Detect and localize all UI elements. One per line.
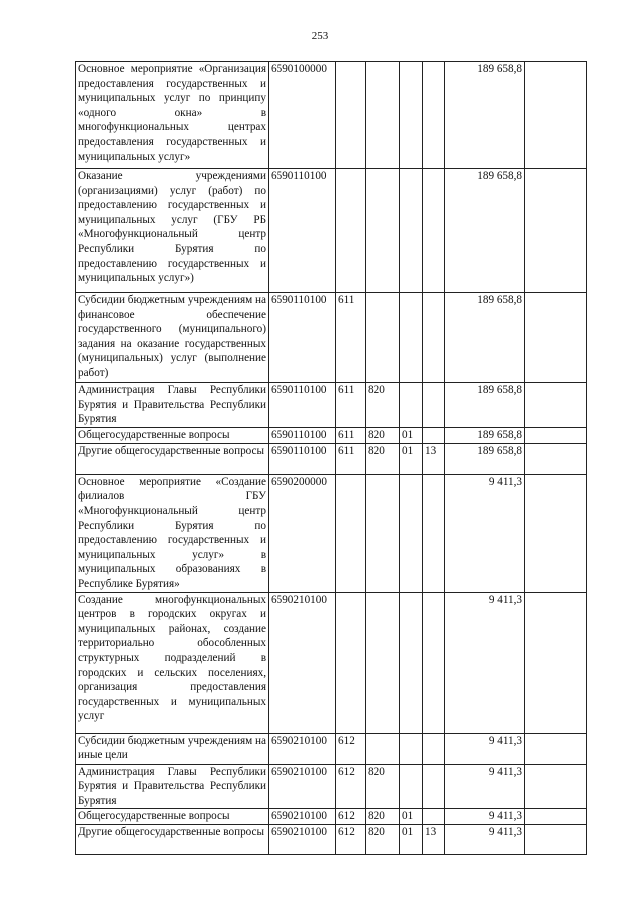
row-name-cell: Создание многофункциональных центров в городских округах и муниципальных районах, создание территориально обособленных структурных подразделений в городских и сельских поселениях, организация предоставления государственных и муниципальных услуг [76, 592, 269, 733]
table-row [76, 427, 587, 443]
empty-cell [525, 293, 587, 383]
target-article-code-cell: 6590110100 [269, 443, 336, 474]
expense-type-code-cell: 611 [336, 293, 366, 383]
table-row [76, 592, 587, 733]
row-name-cell: Оказание учреждениями (организациями) услуг (работ) по предоставлению государственных и муниципальных услуг (ГБУ РБ «Многофункциональный центр Республики Бурятия по предоставлению государственных и муниципальных услуг») [76, 169, 269, 293]
expense-type-code-cell [336, 62, 366, 169]
empty-cell [525, 427, 587, 443]
expense-type-code-cell: 612 [336, 825, 366, 855]
expense-type-code-cell: 611 [336, 383, 366, 428]
table-row [76, 443, 587, 474]
department-code-cell: 820 [366, 825, 400, 855]
table-row [76, 733, 587, 764]
empty-cell [525, 443, 587, 474]
section-code-cell: 01 [400, 427, 423, 443]
amount-cell: 189 658,8 [445, 169, 525, 293]
department-code-cell [366, 592, 400, 733]
expense-type-code-cell [336, 592, 366, 733]
row-name-cell: Администрация Главы Республики Бурятия и Правительства Республики Бурятия [76, 764, 269, 809]
amount-cell: 9 411,3 [445, 764, 525, 809]
table-row [76, 474, 587, 592]
expense-type-code-cell [336, 169, 366, 293]
section-code-cell [400, 733, 423, 764]
table-row [76, 293, 587, 383]
section-code-cell: 01 [400, 443, 423, 474]
expense-type-code-cell [336, 474, 366, 592]
department-code-cell: 820 [366, 764, 400, 809]
target-article-code-cell: 6590110100 [269, 427, 336, 443]
expense-type-code-cell: 612 [336, 733, 366, 764]
subsection-code-cell [423, 62, 445, 169]
row-name-cell: Общегосударственные вопросы [76, 427, 269, 443]
expense-type-code-cell: 612 [336, 764, 366, 809]
row-name-cell: Другие общегосударственные вопросы [76, 443, 269, 474]
subsection-code-cell [423, 427, 445, 443]
empty-cell [525, 764, 587, 809]
section-code-cell [400, 383, 423, 428]
department-code-cell [366, 169, 400, 293]
department-code-cell: 820 [366, 427, 400, 443]
amount-cell: 9 411,3 [445, 809, 525, 825]
target-article-code-cell: 6590210100 [269, 592, 336, 733]
section-code-cell [400, 293, 423, 383]
amount-cell: 189 658,8 [445, 62, 525, 169]
empty-cell [525, 474, 587, 592]
amount-cell: 189 658,8 [445, 427, 525, 443]
department-code-cell [366, 293, 400, 383]
department-code-cell: 820 [366, 443, 400, 474]
target-article-code-cell: 6590210100 [269, 825, 336, 855]
amount-cell: 189 658,8 [445, 443, 525, 474]
empty-cell [525, 62, 587, 169]
table-row [76, 764, 587, 809]
amount-cell: 9 411,3 [445, 474, 525, 592]
row-name-cell: Основное мероприятие «Организация предоставления государственных и муниципальных услуг по принципу «одного окна» в многофункциональных центрах предоставления государственных и муниципальных услуг» [76, 62, 269, 169]
subsection-code-cell [423, 293, 445, 383]
section-code-cell: 01 [400, 809, 423, 825]
department-code-cell: 820 [366, 809, 400, 825]
department-code-cell [366, 62, 400, 169]
subsection-code-cell: 13 [423, 443, 445, 474]
empty-cell [525, 383, 587, 428]
section-code-cell [400, 474, 423, 592]
target-article-code-cell: 6590200000 [269, 474, 336, 592]
subsection-code-cell [423, 733, 445, 764]
subsection-code-cell [423, 169, 445, 293]
table-row [76, 62, 587, 169]
section-code-cell [400, 592, 423, 733]
subsection-code-cell [423, 474, 445, 592]
section-code-cell [400, 62, 423, 169]
row-name-cell: Основное мероприятие «Создание филиалов ГБУ «Многофункциональный центр Республики Бурятия по предоставлению государственных и муниципальных услуг» в муниципальных образованиях в Республике Бурятия» [76, 474, 269, 592]
subsection-code-cell [423, 809, 445, 825]
table-row [76, 169, 587, 293]
amount-cell: 9 411,3 [445, 825, 525, 855]
table-row [76, 383, 587, 428]
department-code-cell [366, 474, 400, 592]
subsection-code-cell [423, 764, 445, 809]
expense-type-code-cell: 612 [336, 809, 366, 825]
expense-type-code-cell: 611 [336, 443, 366, 474]
section-code-cell: 01 [400, 825, 423, 855]
empty-cell [525, 733, 587, 764]
section-code-cell [400, 169, 423, 293]
table-row [76, 825, 587, 855]
amount-cell: 9 411,3 [445, 733, 525, 764]
amount-cell: 189 658,8 [445, 293, 525, 383]
row-name-cell: Субсидии бюджетным учреждениям на финансовое обеспечение государственного (муниципального) задания на оказание государственных (муниципальных) услуг (выполнение работ) [76, 293, 269, 383]
target-article-code-cell: 6590110100 [269, 169, 336, 293]
row-name-cell: Субсидии бюджетным учреждениям на иные цели [76, 733, 269, 764]
subsection-code-cell: 13 [423, 825, 445, 855]
target-article-code-cell: 6590210100 [269, 809, 336, 825]
budget-table [75, 61, 587, 855]
amount-cell: 189 658,8 [445, 383, 525, 428]
target-article-code-cell: 6590110100 [269, 293, 336, 383]
table-row [76, 809, 587, 825]
expense-type-code-cell: 611 [336, 427, 366, 443]
department-code-cell [366, 733, 400, 764]
row-name-cell: Администрация Главы Республики Бурятия и Правительства Республики Бурятия [76, 383, 269, 428]
target-article-code-cell: 6590100000 [269, 62, 336, 169]
target-article-code-cell: 6590110100 [269, 383, 336, 428]
page-number: 253 [311, 30, 329, 42]
empty-cell [525, 809, 587, 825]
subsection-code-cell [423, 383, 445, 428]
empty-cell [525, 169, 587, 293]
empty-cell [525, 592, 587, 733]
empty-cell [525, 825, 587, 855]
row-name-cell: Другие общегосударственные вопросы [76, 825, 269, 855]
amount-cell: 9 411,3 [445, 592, 525, 733]
target-article-code-cell: 6590210100 [269, 733, 336, 764]
section-code-cell [400, 764, 423, 809]
target-article-code-cell: 6590210100 [269, 764, 336, 809]
department-code-cell: 820 [366, 383, 400, 428]
row-name-cell: Общегосударственные вопросы [76, 809, 269, 825]
subsection-code-cell [423, 592, 445, 733]
